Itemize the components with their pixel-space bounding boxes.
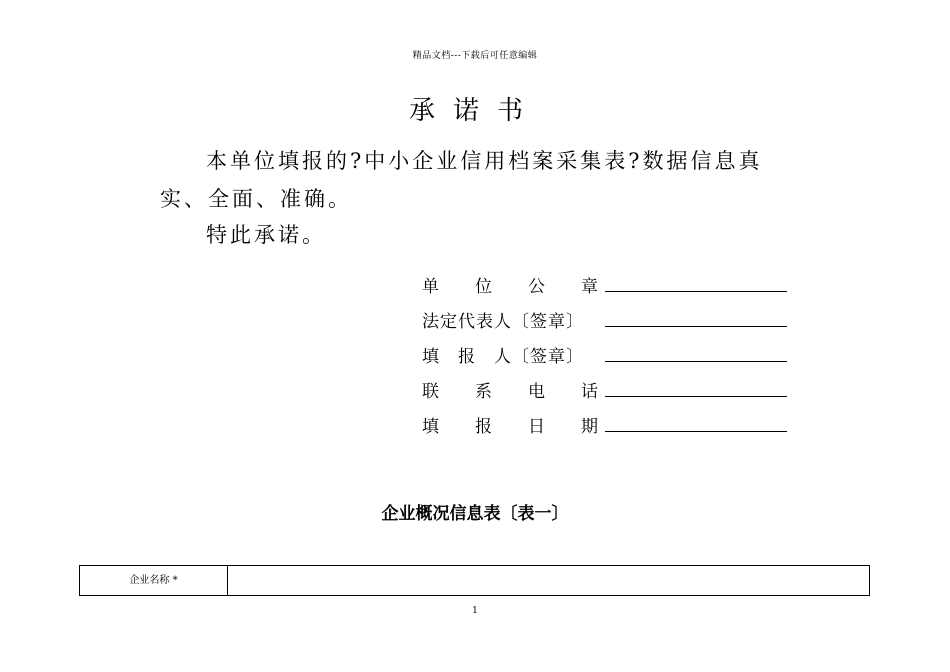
commitment-text-line-1: 本单位填报的?中小企业信用档案采集表?数据信息真 bbox=[206, 149, 763, 173]
date-label bbox=[422, 412, 598, 437]
commitment-text-line-3: 特此承诺。 bbox=[206, 223, 326, 247]
phone-blank[interactable] bbox=[605, 396, 787, 397]
filler-signature-blank[interactable] bbox=[605, 361, 787, 362]
label-char: 章 bbox=[581, 277, 598, 297]
filler-label: 填 报 人〔签章〕 bbox=[422, 347, 584, 367]
date-blank[interactable] bbox=[605, 431, 787, 432]
page-number: 1 bbox=[472, 606, 478, 616]
legal-rep-label: 法定代表人〔签章〕 bbox=[422, 312, 584, 332]
unit-seal-label bbox=[422, 272, 598, 297]
phone-label bbox=[422, 377, 598, 402]
label-char: 公 bbox=[528, 277, 545, 297]
label-char: 位 bbox=[475, 277, 492, 297]
company-name-field[interactable] bbox=[228, 566, 869, 595]
label-char: 单 bbox=[422, 277, 439, 297]
header-note: 精品文档---下载后可任意编辑 bbox=[412, 51, 538, 61]
table-title: 企业概况信息表〔表一〕 bbox=[381, 504, 569, 524]
label-char: 填 bbox=[422, 417, 439, 437]
legal-rep-signature-blank[interactable] bbox=[605, 326, 787, 327]
label-char: 日 bbox=[528, 417, 545, 437]
label-char: 电 bbox=[528, 382, 545, 402]
page-title: 承诺书 bbox=[408, 96, 541, 126]
label-char: 系 bbox=[475, 382, 492, 402]
company-name-label: 企业名称 * bbox=[80, 566, 228, 595]
label-char: 期 bbox=[581, 417, 598, 437]
label-char: 报 bbox=[475, 417, 492, 437]
label-char: 话 bbox=[581, 382, 598, 402]
commitment-text-line-2: 实、全面、准确。 bbox=[160, 187, 352, 211]
company-info-table bbox=[79, 565, 870, 596]
unit-seal-blank[interactable] bbox=[605, 291, 787, 292]
label-char: 联 bbox=[422, 382, 439, 402]
